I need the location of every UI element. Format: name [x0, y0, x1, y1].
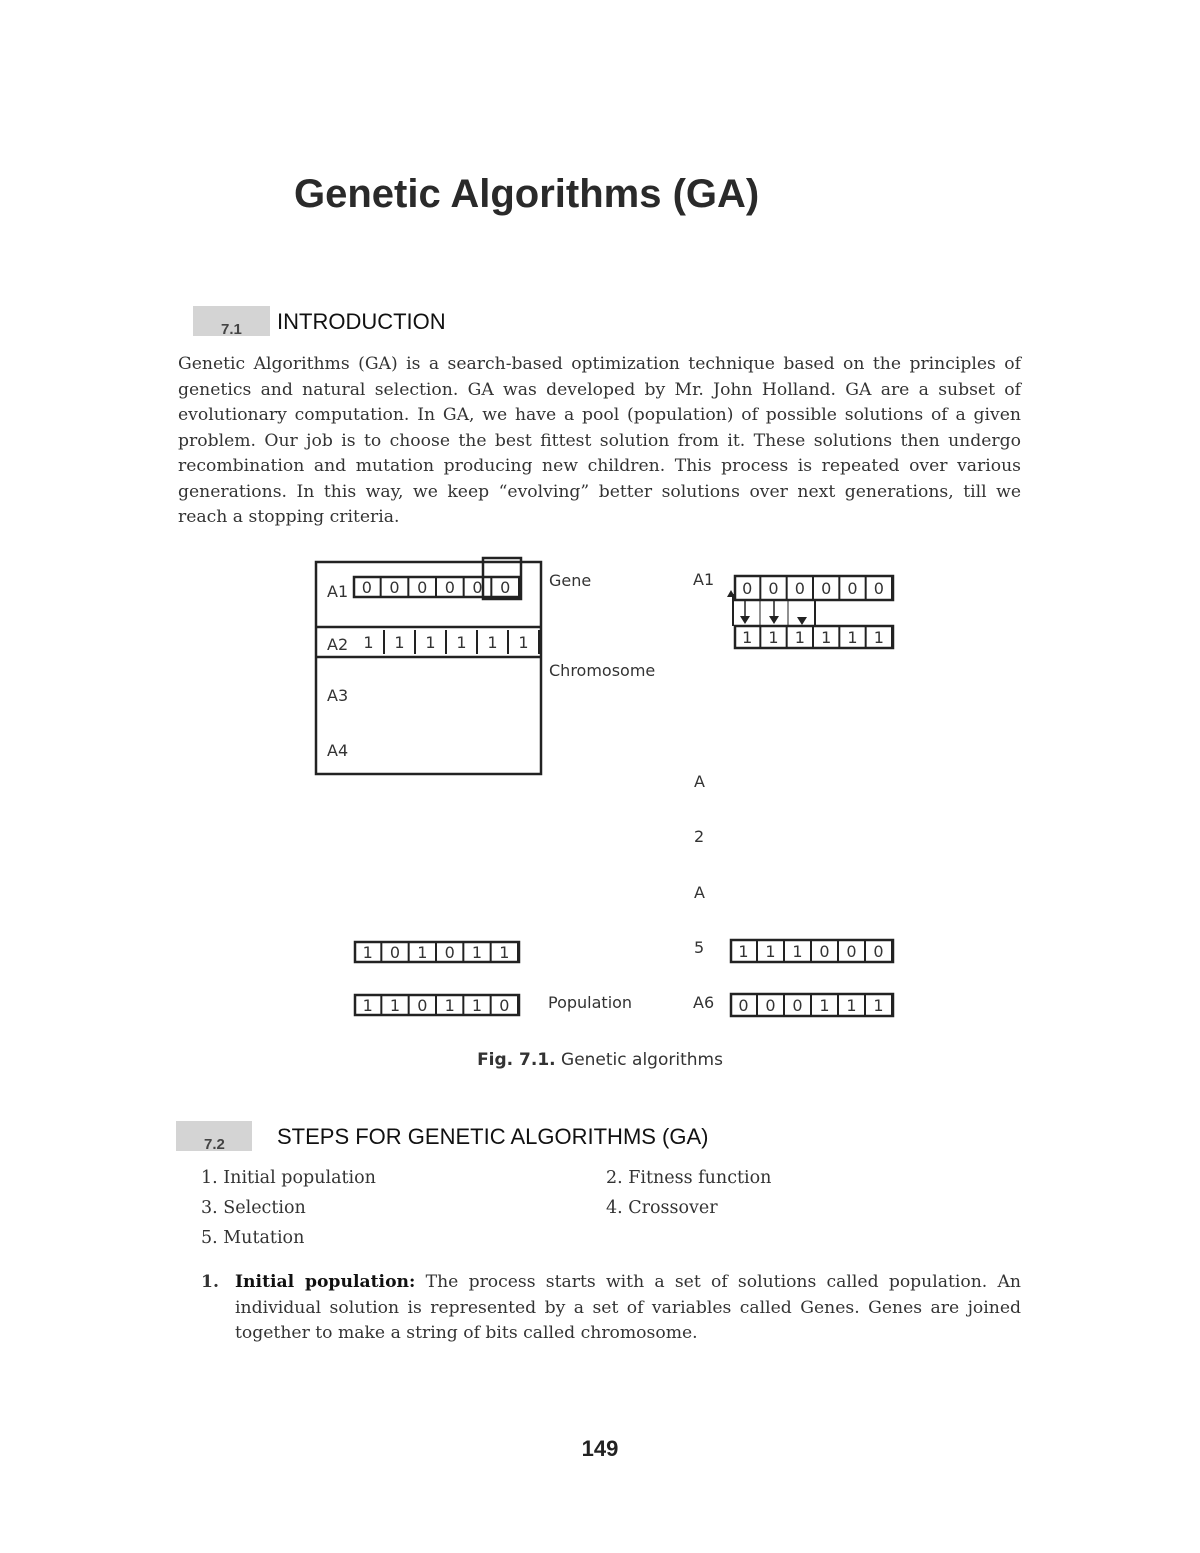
gene-cell-value: 1 [394, 633, 405, 652]
gene-cell-value: 1 [873, 628, 884, 647]
label-right-a-second: A [694, 883, 705, 902]
gene-cell-value: 1 [456, 633, 467, 652]
section-number-box [193, 306, 270, 336]
gene-cell-value: 0 [873, 942, 884, 961]
label-right-5: 5 [694, 938, 705, 957]
section-number-box [176, 1121, 252, 1151]
page-number: 149 [581, 1436, 619, 1461]
gene-cell-value: 0 [792, 996, 803, 1015]
gene-cell-value: 0 [821, 579, 832, 598]
label-population: Population [548, 993, 633, 1012]
step-item: 2. Fitness function [606, 1168, 772, 1188]
gene-cell-value: 1 [425, 633, 436, 652]
step-description-text: The process starts with a set of solutions called population. An individual solution is represented by a set of variables called Genes. Genes are joined together to make a string of bits called chromosome. [235, 1272, 1021, 1343]
label-a3: A3 [327, 686, 349, 705]
gene-cell-value: 0 [499, 996, 510, 1015]
gene-cell-value: 1 [362, 943, 373, 962]
gene-cell-value: 0 [873, 579, 884, 598]
gene-cell-value: 1 [742, 628, 753, 647]
gene-cell-value: 1 [794, 628, 805, 647]
gene-cell-value: 0 [361, 578, 372, 597]
gene-cell-value: 1 [821, 628, 832, 647]
gene-cell-value: 1 [362, 996, 373, 1015]
label-right-a: A [694, 772, 705, 791]
label-a2: A2 [327, 635, 349, 654]
gene-cell-value: 1 [847, 628, 858, 647]
label-right-a6: A6 [693, 993, 715, 1012]
arrow-head [797, 617, 807, 625]
gene-cell-value: 0 [417, 578, 428, 597]
gene-cell-value: 0 [768, 579, 779, 598]
gene-cell-value: 0 [417, 996, 428, 1015]
gene-cell-value: 0 [765, 996, 776, 1015]
gene-cells [354, 576, 893, 1016]
step-description-number: 1. [201, 1272, 219, 1292]
gene-cell-value: 1 [819, 996, 830, 1015]
section-heading: INTRODUCTION [277, 309, 446, 334]
label-right-a1: A1 [693, 570, 715, 589]
gene-cell-value: 1 [389, 996, 401, 1015]
step-description-lead: Initial population: [235, 1272, 416, 1292]
gene-cell-value: 0 [444, 578, 455, 597]
gene-cell-value: 0 [472, 578, 483, 597]
section-number: 7.1 [221, 321, 242, 336]
gene-cell-value: 1 [518, 633, 529, 652]
gene-cell-value: 0 [500, 578, 511, 597]
gene-cell-value: 1 [792, 942, 803, 961]
arrow-head [740, 616, 750, 624]
step-item: 5. Mutation [201, 1228, 305, 1248]
figure-caption [0, 1050, 1200, 1070]
label-a4: A4 [327, 741, 349, 760]
gene-cell-value: 1 [444, 996, 455, 1015]
arrow-head [769, 616, 779, 624]
gene-cell-value: 1 [873, 996, 884, 1015]
label-gene: Gene [549, 571, 592, 590]
gene-cell-value: 1 [363, 633, 374, 652]
gene-cell-value: 1 [487, 633, 498, 652]
gene-cell-value: 1 [765, 942, 776, 961]
gene-cell-value: 0 [846, 942, 857, 961]
step-description [201, 1270, 1021, 1347]
gene-cell-value: 0 [794, 579, 805, 598]
gene-cell-value: 0 [389, 578, 400, 597]
step-item: 4. Crossover [606, 1198, 718, 1218]
gene-cell-value: 1 [846, 996, 857, 1015]
section-number: 7.2 [204, 1136, 225, 1151]
gene-cell-value: 1 [738, 942, 749, 961]
gene-cell-value: 1 [417, 943, 428, 962]
gene-cell-value: 1 [471, 996, 483, 1015]
page-title: Genetic Algorithms (GA) [294, 172, 760, 216]
gene-cell-value: 1 [471, 943, 483, 962]
figure-caption-text: Genetic algorithms [555, 1050, 723, 1070]
step-item: 3. Selection [201, 1198, 306, 1218]
intro-paragraph: Genetic Algorithms (GA) is a search-based optimization technique based on the principles of genetics and natural selection. GA was developed by Mr. John Holland. GA are a subset of evolutionary computation. In GA, we have a pool (population) of possible solutions of a given problem. Our job is to choose the best fittest solution from it. These solutions then undergo recombination and mutation producing new children. This process is repeated over various generations. In this way, we keep “evolving” better solutions over next generations, till we reach a stopping criteria. [178, 354, 1021, 527]
gene-cell-value: 1 [499, 943, 510, 962]
label-a1: A1 [327, 582, 349, 601]
genetic-algorithm-figure [300, 550, 920, 1030]
gene-cell-value: 0 [738, 996, 749, 1015]
gene-cell-value: 0 [847, 579, 858, 598]
label-right-2: 2 [694, 827, 705, 846]
gene-cell-value: 0 [819, 942, 830, 961]
step-item: 1. Initial population [201, 1168, 376, 1188]
label-chromosome: Chromosome [549, 661, 656, 680]
gene-cell-value: 0 [742, 579, 753, 598]
section-heading: STEPS FOR GENETIC ALGORITHMS (GA) [277, 1124, 709, 1149]
gene-cell-value: 0 [444, 943, 455, 962]
gene-cell-value: 0 [389, 943, 401, 962]
figure-caption-label: Fig. 7.1. [477, 1050, 556, 1070]
gene-cell-value: 1 [768, 628, 779, 647]
